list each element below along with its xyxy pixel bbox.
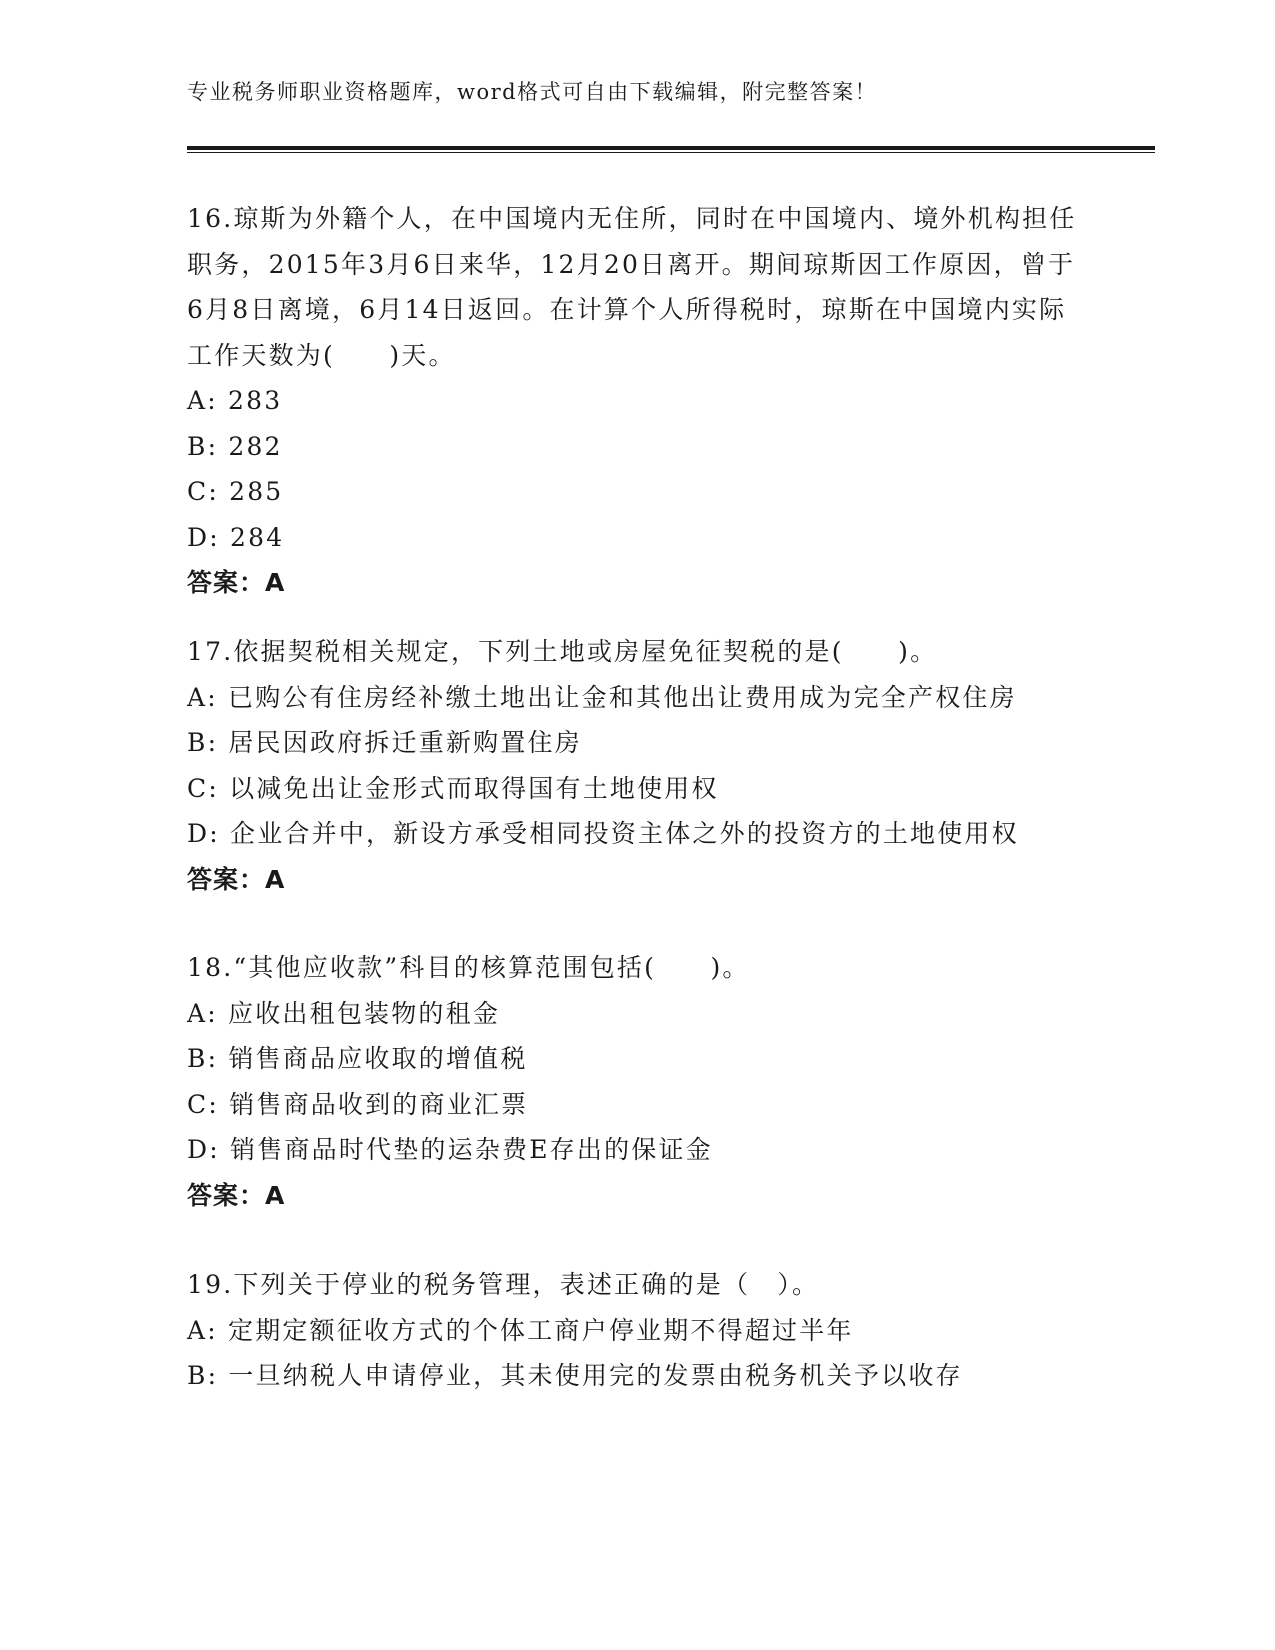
question-stem: 18.“其他应收款”科目的核算范围包括( )。	[187, 953, 750, 982]
option-c: C: 销售商品收到的商业汇票	[187, 1089, 529, 1119]
option-a: A: 283	[187, 386, 283, 415]
option-d: D: 284	[187, 522, 285, 552]
option-c: C: 285	[187, 477, 284, 506]
question-16	[187, 196, 1087, 606]
option-b: B: 一旦纳税人申请停业，其未使用完的发票由税务机关予以收存	[187, 1361, 963, 1390]
option-a: A: 定期定额征收方式的个体工商户停业期不得超过半年	[187, 1315, 854, 1345]
option-b: B: 销售商品应收取的增值税	[187, 1044, 528, 1073]
question-19	[187, 1262, 1087, 1399]
question-17	[187, 629, 1087, 902]
option-b: B: 282	[187, 431, 283, 461]
answer: 答案：A	[187, 568, 286, 597]
option-a: A: 应收出租包装物的租金	[187, 998, 501, 1028]
option-d: D: 企业合并中，新设方承受相同投资主体之外的投资方的土地使用权	[187, 819, 1019, 848]
question-stem: 17.依据契税相关规定，下列土地或房屋免征契税的是( )。	[187, 637, 938, 666]
option-d: D: 销售商品时代垫的运杂费E存出的保证金	[187, 1135, 713, 1164]
question-stem: 19.下列关于停业的税务管理，表述正确的是（ ）。	[187, 1270, 820, 1299]
answer: 答案：A	[187, 1180, 286, 1210]
header-text: 专业税务师职业资格题库，word格式可自由下载编辑，附完整答案！	[187, 80, 878, 104]
option-b: B: 居民因政府拆迁重新购置住房	[187, 728, 582, 757]
header-divider-thin	[187, 152, 1155, 153]
option-c: C: 以减免出让金形式而取得国有土地使用权	[187, 773, 719, 803]
answer: 答案：A	[187, 864, 286, 894]
question-18	[187, 945, 1087, 1218]
question-stem: 16.琼斯为外籍个人，在中国境内无住所，同时在中国境内、境外机构担任职务，2015年3月6日来华，12月20日离开。期间琼斯因工作原因，曾于6月8日离境，6月14日返回。在计算个人所得税时，琼斯在中国境内实际工作天数为( )天。	[187, 204, 1077, 370]
option-a: A: 已购公有住房经补缴土地出让金和其他出让费用成为完全产权住房	[187, 682, 1017, 712]
header-divider	[187, 146, 1155, 150]
